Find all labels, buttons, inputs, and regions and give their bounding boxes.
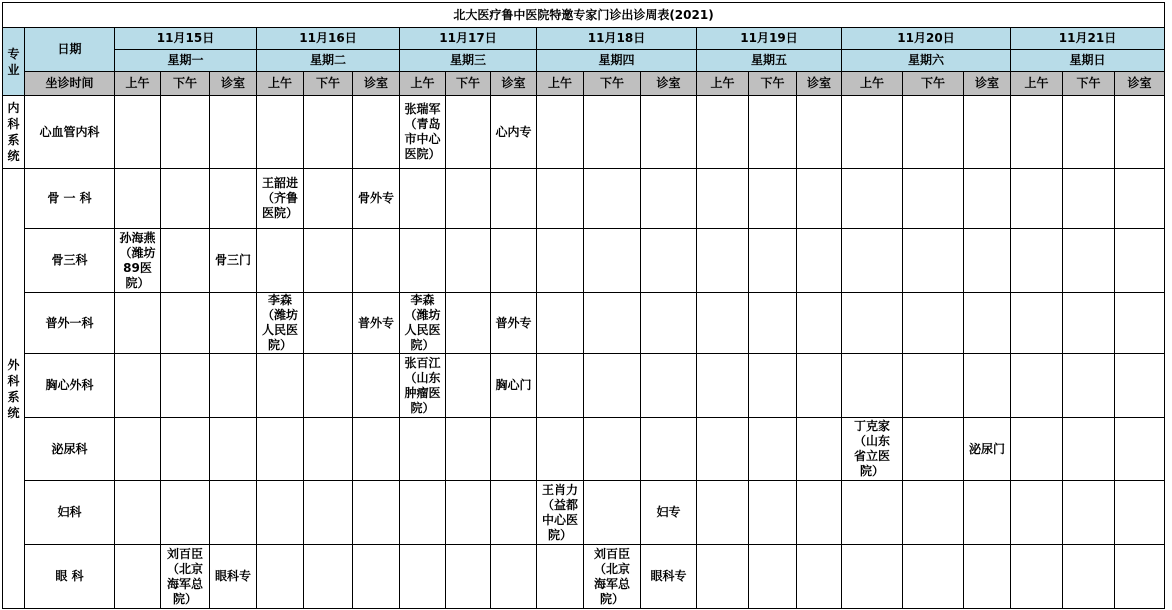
table-row <box>3 169 1165 229</box>
clinic-room: 骨外专 <box>353 169 400 229</box>
empty-cell <box>1115 169 1165 229</box>
empty-cell <box>537 354 584 418</box>
empty-cell <box>797 418 842 481</box>
empty-cell <box>842 229 903 293</box>
doctor-entry: 王韶进（齐鲁医院） <box>257 169 304 229</box>
doctor-entry: 王肖力（益都中心医院） <box>537 481 584 545</box>
empty-cell <box>446 293 491 354</box>
empty-cell <box>797 229 842 293</box>
empty-cell <box>1011 229 1063 293</box>
department-name: 胸心外科 <box>25 354 115 418</box>
empty-cell <box>749 96 797 169</box>
empty-cell <box>304 354 353 418</box>
table-row <box>3 418 1165 481</box>
empty-cell <box>161 481 210 545</box>
day-date: 11月16日 <box>257 28 400 50</box>
empty-cell <box>584 293 641 354</box>
day-weekday: 星期二 <box>257 50 400 72</box>
doctor-entry: 张瑞军（青岛市中心医院） <box>400 96 446 169</box>
empty-cell <box>257 96 304 169</box>
day-date: 11月19日 <box>697 28 842 50</box>
empty-cell <box>257 481 304 545</box>
day-weekday: 星期六 <box>842 50 1011 72</box>
empty-cell <box>1063 545 1115 609</box>
empty-cell <box>1011 354 1063 418</box>
empty-cell <box>161 354 210 418</box>
empty-cell <box>1063 96 1115 169</box>
empty-cell <box>641 293 697 354</box>
empty-cell <box>491 229 537 293</box>
empty-cell <box>1011 169 1063 229</box>
table-row <box>3 293 1165 354</box>
empty-cell <box>161 169 210 229</box>
empty-cell <box>697 229 749 293</box>
empty-cell <box>903 96 964 169</box>
empty-cell <box>903 545 964 609</box>
empty-cell <box>161 229 210 293</box>
doctor-entry: 刘百臣（北京海军总院） <box>161 545 210 609</box>
empty-cell <box>903 418 964 481</box>
day-date: 11月17日 <box>400 28 537 50</box>
empty-cell <box>697 545 749 609</box>
clinic-room: 普外专 <box>491 293 537 354</box>
empty-cell <box>161 418 210 481</box>
slot-morning-header: 上午 <box>1011 72 1063 96</box>
empty-cell <box>537 293 584 354</box>
doctor-entry: 孙海燕（潍坊89医院） <box>115 229 161 293</box>
empty-cell <box>400 169 446 229</box>
empty-cell <box>400 418 446 481</box>
empty-cell <box>842 169 903 229</box>
empty-cell <box>257 418 304 481</box>
specialty-header: 专业 <box>3 28 25 96</box>
day-weekday: 星期日 <box>1011 50 1165 72</box>
empty-cell <box>1115 481 1165 545</box>
empty-cell <box>1115 545 1165 609</box>
empty-cell <box>304 418 353 481</box>
empty-cell <box>446 481 491 545</box>
empty-cell <box>210 293 257 354</box>
page-title: 北大医疗鲁中医院特邀专家门诊出诊周表(2021) <box>3 3 1165 28</box>
empty-cell <box>697 481 749 545</box>
empty-cell <box>257 354 304 418</box>
empty-cell <box>537 229 584 293</box>
system-internal: 内科系统 <box>3 96 25 169</box>
empty-cell <box>1063 354 1115 418</box>
department-name: 普外一科 <box>25 293 115 354</box>
empty-cell <box>353 545 400 609</box>
slot-room-header: 诊室 <box>491 72 537 96</box>
empty-cell <box>797 545 842 609</box>
slot-room-header: 诊室 <box>964 72 1011 96</box>
empty-cell <box>115 481 161 545</box>
empty-cell <box>115 545 161 609</box>
empty-cell <box>903 229 964 293</box>
empty-cell <box>797 293 842 354</box>
slot-room-header: 诊室 <box>1115 72 1165 96</box>
slot-afternoon-header: 下午 <box>903 72 964 96</box>
table-row <box>3 96 1165 169</box>
empty-cell <box>584 96 641 169</box>
doctor-entry: 刘百臣（北京海军总院） <box>584 545 641 609</box>
department-name: 泌尿科 <box>25 418 115 481</box>
empty-cell <box>749 418 797 481</box>
table-row <box>3 229 1165 293</box>
empty-cell <box>446 229 491 293</box>
clinic-room: 心内专 <box>491 96 537 169</box>
day-weekday: 星期三 <box>400 50 537 72</box>
slot-room-header: 诊室 <box>641 72 697 96</box>
doctor-entry: 丁克家（山东省立医院） <box>842 418 903 481</box>
empty-cell <box>1115 293 1165 354</box>
empty-cell <box>353 354 400 418</box>
empty-cell <box>537 169 584 229</box>
empty-cell <box>797 481 842 545</box>
empty-cell <box>1063 169 1115 229</box>
slot-morning-header: 上午 <box>400 72 446 96</box>
clinic-room: 眼科专 <box>641 545 697 609</box>
empty-cell <box>964 293 1011 354</box>
empty-cell <box>1115 96 1165 169</box>
doctor-entry: 李森（潍坊人民医院） <box>400 293 446 354</box>
empty-cell <box>353 418 400 481</box>
empty-cell <box>903 293 964 354</box>
clinic-room: 眼科专 <box>210 545 257 609</box>
empty-cell <box>210 169 257 229</box>
empty-cell <box>446 169 491 229</box>
empty-cell <box>491 481 537 545</box>
empty-cell <box>797 96 842 169</box>
empty-cell <box>749 354 797 418</box>
empty-cell <box>537 545 584 609</box>
slot-room-header: 诊室 <box>353 72 400 96</box>
empty-cell <box>491 418 537 481</box>
slot-afternoon-header: 下午 <box>446 72 491 96</box>
empty-cell <box>210 418 257 481</box>
clinic-room: 普外专 <box>353 293 400 354</box>
empty-cell <box>842 354 903 418</box>
slot-morning-header: 上午 <box>842 72 903 96</box>
empty-cell <box>584 418 641 481</box>
slot-morning-header: 上午 <box>697 72 749 96</box>
empty-cell <box>304 96 353 169</box>
day-weekday: 星期四 <box>537 50 697 72</box>
empty-cell <box>1063 293 1115 354</box>
empty-cell <box>1115 229 1165 293</box>
clinic-room: 胸心门 <box>491 354 537 418</box>
department-name: 眼 科 <box>25 545 115 609</box>
empty-cell <box>1115 354 1165 418</box>
empty-cell <box>797 354 842 418</box>
clinic-room: 骨三门 <box>210 229 257 293</box>
empty-cell <box>304 169 353 229</box>
empty-cell <box>446 96 491 169</box>
empty-cell <box>1011 293 1063 354</box>
slot-afternoon-header: 下午 <box>161 72 210 96</box>
empty-cell <box>115 418 161 481</box>
slot-afternoon-header: 下午 <box>1063 72 1115 96</box>
day-date: 11月20日 <box>842 28 1011 50</box>
empty-cell <box>697 418 749 481</box>
empty-cell <box>304 545 353 609</box>
system-surgical: 外科系统 <box>3 169 25 609</box>
empty-cell <box>446 354 491 418</box>
empty-cell <box>210 96 257 169</box>
empty-cell <box>903 169 964 229</box>
empty-cell <box>749 293 797 354</box>
empty-cell <box>304 481 353 545</box>
slot-afternoon-header: 下午 <box>304 72 353 96</box>
empty-cell <box>964 354 1011 418</box>
slot-afternoon-header: 下午 <box>749 72 797 96</box>
slot-morning-header: 上午 <box>115 72 161 96</box>
empty-cell <box>641 354 697 418</box>
empty-cell <box>491 545 537 609</box>
empty-cell <box>842 481 903 545</box>
empty-cell <box>697 169 749 229</box>
empty-cell <box>842 96 903 169</box>
empty-cell <box>903 481 964 545</box>
empty-cell <box>842 545 903 609</box>
slot-room-header: 诊室 <box>210 72 257 96</box>
empty-cell <box>210 481 257 545</box>
empty-cell <box>353 96 400 169</box>
empty-cell <box>641 229 697 293</box>
empty-cell <box>584 481 641 545</box>
empty-cell <box>1011 418 1063 481</box>
empty-cell <box>400 481 446 545</box>
empty-cell <box>161 96 210 169</box>
slot-morning-header: 上午 <box>537 72 584 96</box>
empty-cell <box>964 229 1011 293</box>
empty-cell <box>1011 545 1063 609</box>
day-date: 11月18日 <box>537 28 697 50</box>
empty-cell <box>1011 96 1063 169</box>
date-header: 日期 <box>25 28 115 72</box>
empty-cell <box>1063 481 1115 545</box>
empty-cell <box>584 354 641 418</box>
table-row <box>3 481 1165 545</box>
empty-cell <box>797 169 842 229</box>
empty-cell <box>491 169 537 229</box>
empty-cell <box>749 229 797 293</box>
empty-cell <box>115 293 161 354</box>
doctor-entry: 李森（潍坊人民医院） <box>257 293 304 354</box>
day-weekday: 星期一 <box>115 50 257 72</box>
empty-cell <box>1063 229 1115 293</box>
empty-cell <box>697 354 749 418</box>
empty-cell <box>446 418 491 481</box>
schedule-table <box>2 2 1165 609</box>
day-date: 11月15日 <box>115 28 257 50</box>
empty-cell <box>1011 481 1063 545</box>
empty-cell <box>537 418 584 481</box>
empty-cell <box>353 229 400 293</box>
empty-cell <box>115 354 161 418</box>
empty-cell <box>964 545 1011 609</box>
empty-cell <box>115 169 161 229</box>
empty-cell <box>749 169 797 229</box>
empty-cell <box>304 229 353 293</box>
slot-morning-header: 上午 <box>257 72 304 96</box>
empty-cell <box>115 96 161 169</box>
empty-cell <box>964 481 1011 545</box>
table-row <box>3 545 1165 609</box>
empty-cell <box>304 293 353 354</box>
empty-cell <box>964 96 1011 169</box>
empty-cell <box>697 96 749 169</box>
clinic-room: 妇专 <box>641 481 697 545</box>
empty-cell <box>641 418 697 481</box>
empty-cell <box>584 169 641 229</box>
department-name: 骨 一 科 <box>25 169 115 229</box>
slot-afternoon-header: 下午 <box>584 72 641 96</box>
empty-cell <box>641 169 697 229</box>
empty-cell <box>903 354 964 418</box>
empty-cell <box>1063 418 1115 481</box>
empty-cell <box>161 293 210 354</box>
department-name: 心血管内科 <box>25 96 115 169</box>
slot-room-header: 诊室 <box>797 72 842 96</box>
empty-cell <box>446 545 491 609</box>
empty-cell <box>641 96 697 169</box>
empty-cell <box>749 481 797 545</box>
table-row <box>3 354 1165 418</box>
empty-cell <box>257 229 304 293</box>
empty-cell <box>400 545 446 609</box>
empty-cell <box>257 545 304 609</box>
empty-cell <box>749 545 797 609</box>
day-date: 11月21日 <box>1011 28 1165 50</box>
empty-cell <box>537 96 584 169</box>
time-header: 坐诊时间 <box>25 72 115 96</box>
empty-cell <box>697 293 749 354</box>
empty-cell <box>1115 418 1165 481</box>
department-name: 骨三科 <box>25 229 115 293</box>
empty-cell <box>584 229 641 293</box>
doctor-entry: 张百江（山东肿瘤医院） <box>400 354 446 418</box>
day-weekday: 星期五 <box>697 50 842 72</box>
empty-cell <box>400 229 446 293</box>
empty-cell <box>353 481 400 545</box>
clinic-room: 泌尿门 <box>964 418 1011 481</box>
empty-cell <box>842 293 903 354</box>
empty-cell <box>210 354 257 418</box>
empty-cell <box>964 169 1011 229</box>
department-name: 妇科 <box>25 481 115 545</box>
